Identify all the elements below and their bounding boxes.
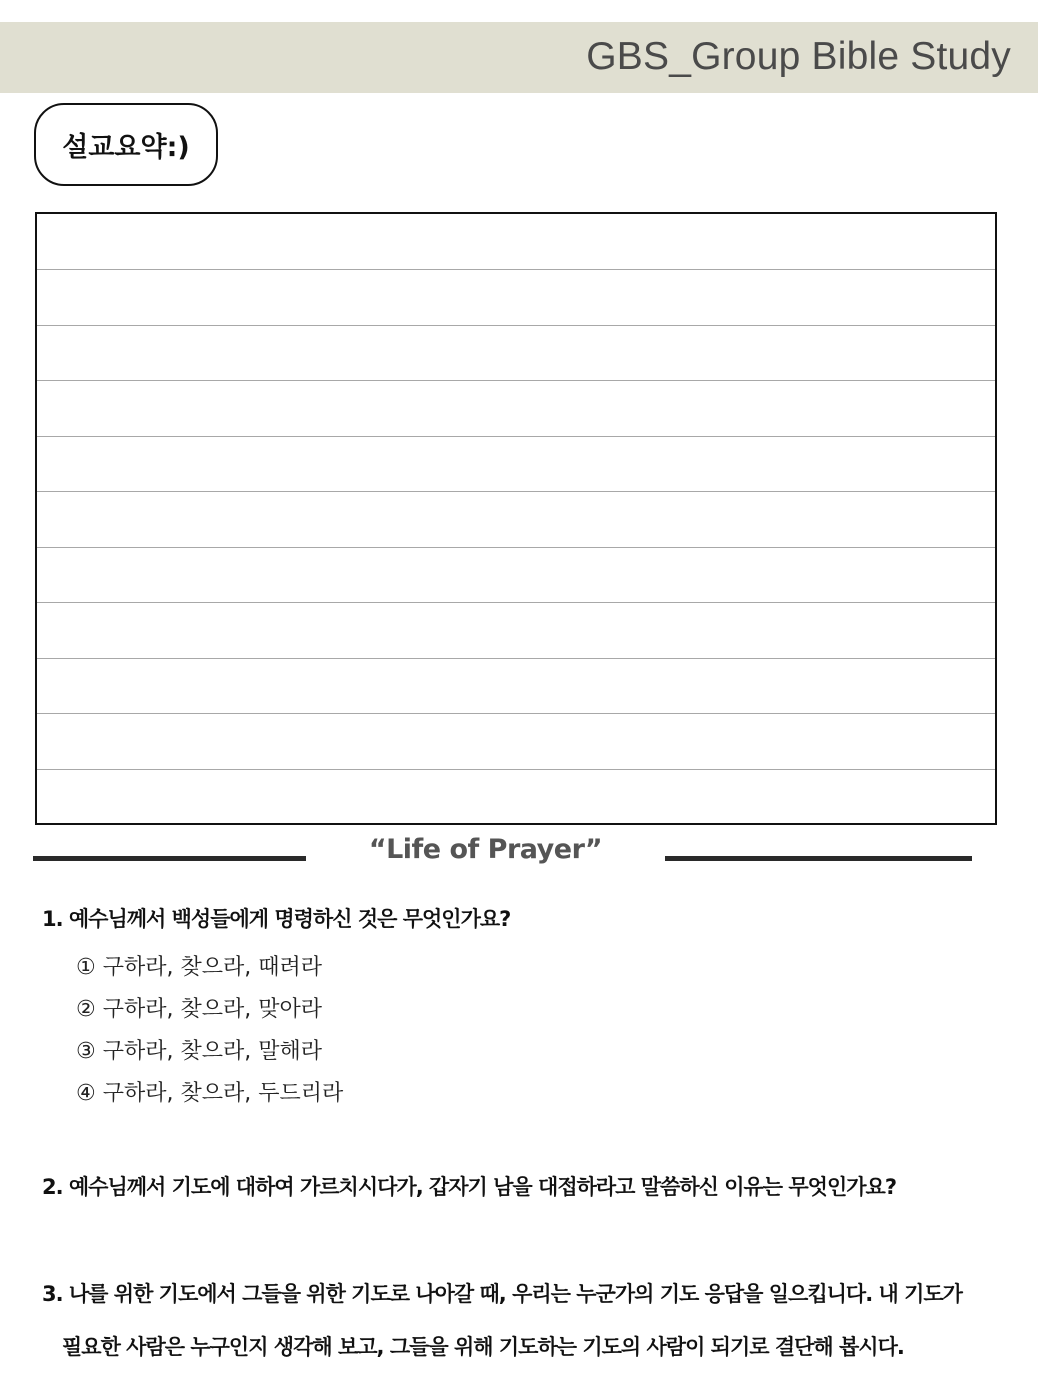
notes-line xyxy=(37,769,995,770)
question-3-line-1: 3. 나를 위한 기도에서 그들을 위한 기도로 나아갈 때, 우리는 누군가의 기도 응답을 일으킵니다. 내 기도가 xyxy=(42,1282,962,1306)
sermon-summary-label: 설교요약:) xyxy=(62,132,190,163)
notes-line xyxy=(37,713,995,714)
notes-line xyxy=(37,602,995,603)
question-1-option-2: ② 구하라, 찾으라, 맞아라 xyxy=(76,997,322,1022)
question-1-option-4: ④ 구하라, 찾으라, 두드리라 xyxy=(76,1081,344,1106)
question-3-line-2: 필요한 사람은 누구인지 생각해 보고, 그들을 위해 기도하는 기도의 사람이 되기로 결단해 봅시다. xyxy=(62,1335,904,1359)
notes-line xyxy=(37,491,995,492)
notes-line xyxy=(37,436,995,437)
question-1-option-1: ① 구하라, 찾으라, 때려라 xyxy=(76,955,322,980)
divider-left xyxy=(33,856,306,861)
question-2: 2. 예수님께서 기도에 대하여 가르치시다가, 갑자기 남을 대접하라고 말씀하신 이유는 무엇인가요? xyxy=(42,1175,897,1199)
notes-line xyxy=(37,547,995,548)
notes-line xyxy=(37,325,995,326)
page-title: GBS_Group Bible Study xyxy=(586,35,1011,78)
theme-title: “Life of Prayer” xyxy=(368,834,603,865)
question-1: 1. 예수님께서 백성들에게 명령하신 것은 무엇인가요? xyxy=(42,907,511,931)
notes-line xyxy=(37,380,995,381)
header-band xyxy=(0,22,1038,93)
notes-line xyxy=(37,269,995,270)
notes-line xyxy=(37,658,995,659)
sermon-summary-badge xyxy=(34,103,218,186)
question-1-option-3: ③ 구하라, 찾으라, 말해라 xyxy=(76,1039,322,1064)
notes-box[interactable] xyxy=(35,212,997,825)
divider-right xyxy=(665,856,972,861)
